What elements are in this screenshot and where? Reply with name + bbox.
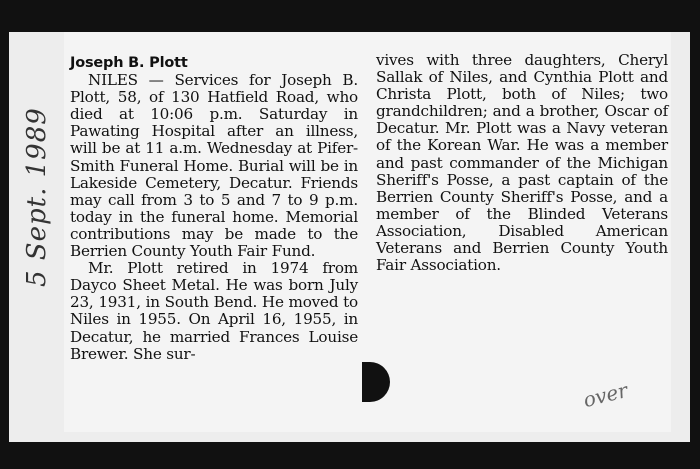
- paragraph-1: NILES — Services for Joseph B. Plott, 58, of 130 Hatfield Road, who died at 10:06 p.m. Saturday in Pawating Hospital after an illness, will be at 11 a.m. Wednesday at Pifer-Smith Funeral Home. Burial will be in Lakeside Cemetery, Decatur. Friends may call from 3 to 5 and 7 to 9 p.m. today in the funeral home. Memorial contributions may be made to the Berrien County Youth Fair Fund.: [70, 71, 358, 261]
- obituary-headline: Joseph B. Plott: [70, 55, 188, 71]
- column-1: [70, 40, 358, 363]
- article: [70, 40, 680, 363]
- paragraph-2: Mr. Plott retired in 1974 from Dayco Sheet Metal. He was born July 23, 1931, in South Bend. He moved to Niles in 1955. On April 16, 1955, in Decatur, he married Frances Louise Brewer. She sur-: [70, 259, 358, 363]
- handwritten-date: 5 Sept. 1989: [22, 107, 52, 287]
- handwritten-note: over: [580, 377, 630, 413]
- paragraph-3: vives with three daughters, Cheryl Sallak of Niles, and Cynthia Plott and Christa Plott, both of Niles; two grandchildren; and a brother, Oscar of Decatur. Mr. Plott was a Navy veteran of the Korean War. He was a member and past commander of the Michigan Sheriff's Posse, a past captain of the Berrien County Sheriff's Posse, and a member of the Blinded Veterans Association, Disabled American Veterans and Berrien County Youth Fair Association.: [376, 51, 668, 275]
- column-2: [376, 52, 668, 274]
